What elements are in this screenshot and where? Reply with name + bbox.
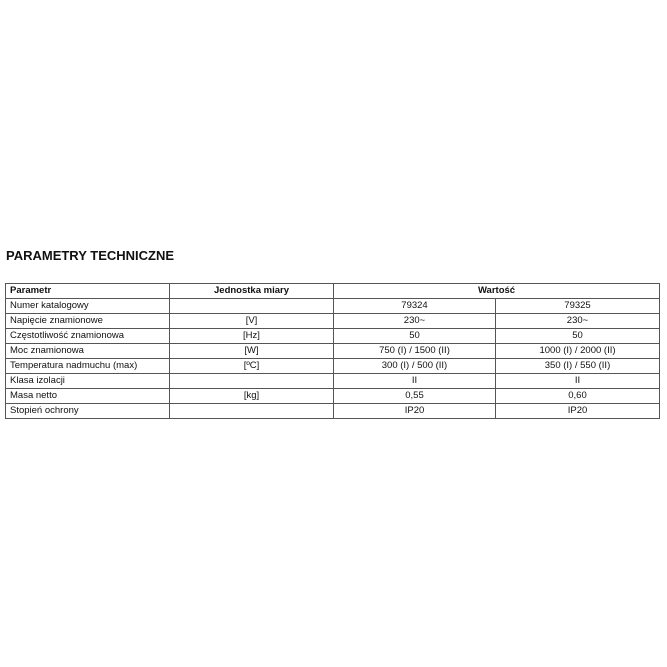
row-value-a: 79324 [334, 299, 496, 314]
table-row [6, 344, 660, 359]
row-value-b: 230~ [496, 314, 660, 329]
table-row [6, 314, 660, 329]
row-value-a: 50 [334, 329, 496, 344]
technical-parameters-table [5, 283, 660, 419]
row-value-a: 300 (I) / 500 (II) [334, 359, 496, 374]
table-row [6, 329, 660, 344]
row-value-b: II [496, 374, 660, 389]
row-unit: [W] [170, 344, 334, 359]
row-param: Moc znamionowa [6, 344, 170, 359]
header-unit: Jednostka miary [170, 284, 334, 299]
row-unit: [ºC] [170, 359, 334, 374]
row-value-b: 350 (I) / 550 (II) [496, 359, 660, 374]
row-value-b: 79325 [496, 299, 660, 314]
row-unit: [kg] [170, 389, 334, 404]
row-unit: [V] [170, 314, 334, 329]
table-row [6, 359, 660, 374]
table-row [6, 389, 660, 404]
header-parameter: Parametr [6, 284, 170, 299]
row-param: Stopień ochrony [6, 404, 170, 419]
row-unit [170, 299, 334, 314]
table-row [6, 374, 660, 389]
table-row [6, 404, 660, 419]
row-value-b: 0,60 [496, 389, 660, 404]
row-param: Temperatura nadmuchu (max) [6, 359, 170, 374]
row-value-b: IP20 [496, 404, 660, 419]
row-param: Napięcie znamionowe [6, 314, 170, 329]
row-unit: [Hz] [170, 329, 334, 344]
row-param: Klasa izolacji [6, 374, 170, 389]
page-title: PARAMETRY TECHNICZNE [6, 248, 175, 263]
row-value-a: II [334, 374, 496, 389]
row-param: Masa netto [6, 389, 170, 404]
row-param: Numer katalogowy [6, 299, 170, 314]
row-value-b: 50 [496, 329, 660, 344]
row-value-b: 1000 (I) / 2000 (II) [496, 344, 660, 359]
row-value-a: IP20 [334, 404, 496, 419]
header-value: Wartość [334, 284, 660, 299]
row-value-a: 0,55 [334, 389, 496, 404]
table-header-row [6, 284, 660, 299]
row-param: Częstotliwość znamionowa [6, 329, 170, 344]
row-unit [170, 404, 334, 419]
row-value-a: 230~ [334, 314, 496, 329]
table-row [6, 299, 660, 314]
row-value-a: 750 (I) / 1500 (II) [334, 344, 496, 359]
row-unit [170, 374, 334, 389]
